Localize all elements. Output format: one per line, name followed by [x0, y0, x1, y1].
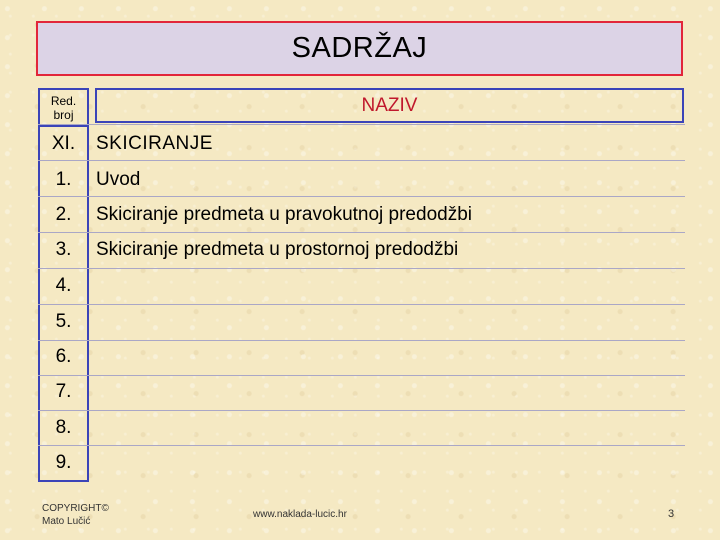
row-number: 9.	[55, 451, 72, 473]
row-number: 7.	[55, 380, 72, 402]
table-row	[38, 268, 685, 303]
row-number: 3.	[55, 238, 72, 260]
page-number: 3	[668, 508, 675, 520]
table-row	[38, 374, 685, 409]
row-number: 4.	[55, 274, 72, 296]
row-number: 1.	[55, 168, 72, 190]
row-divider	[38, 124, 685, 125]
row-number: 6.	[55, 345, 72, 367]
table-row	[38, 232, 685, 267]
row-title: SKICIRANJE	[96, 132, 213, 154]
title-text: SADRŽAJ	[291, 32, 428, 64]
table-row	[38, 126, 685, 161]
slide-title	[36, 21, 683, 76]
author-name: Mato Lučić	[42, 516, 91, 527]
table-row	[38, 162, 685, 197]
row-number: 5.	[55, 310, 72, 332]
row-number: XI.	[51, 132, 76, 154]
row-title: Skiciranje predmeta u pravokutnoj predodžbi	[96, 203, 472, 225]
table-row	[38, 410, 685, 445]
row-number: 2.	[55, 203, 72, 225]
column-header-name	[95, 88, 684, 123]
column-header-number	[38, 88, 89, 125]
table-row	[38, 445, 685, 480]
table-row	[38, 197, 685, 232]
header-num-line2: broj	[53, 107, 74, 122]
header-name-text: NAZIV	[361, 94, 418, 116]
table-row	[38, 339, 685, 374]
row-title: Uvod	[96, 168, 141, 190]
copyright-text: COPYRIGHT©	[42, 503, 109, 514]
footer-website: www.naklada-lucic.hr	[253, 509, 347, 520]
footer-copyright	[42, 502, 109, 528]
row-title: Skiciranje predmeta u prostornoj predodžbi	[96, 238, 459, 260]
table-row	[38, 304, 685, 339]
header-num-line1: Red.	[50, 93, 77, 108]
row-number: 8.	[55, 416, 72, 438]
